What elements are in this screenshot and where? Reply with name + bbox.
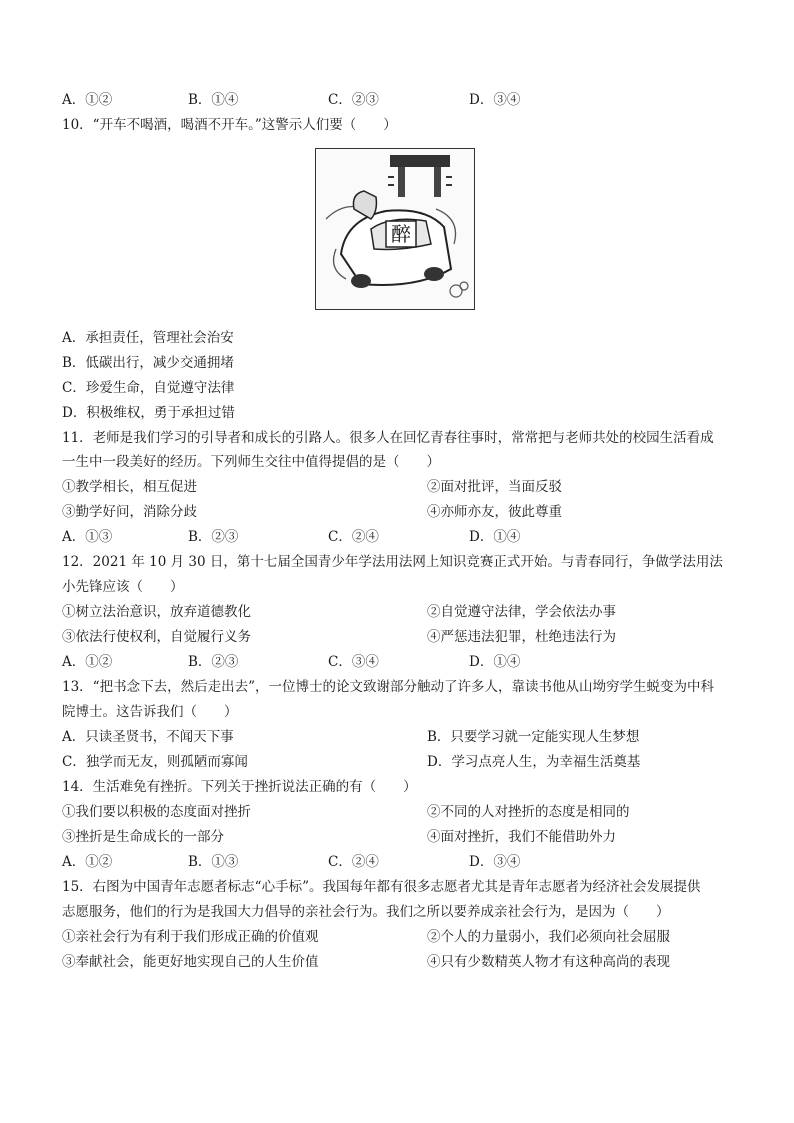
q13-stem-line2: 院博士。这告诉我们（ ） xyxy=(62,704,238,720)
q15-item-2: ②个人的力量弱小，我们必须向社会屈服 xyxy=(427,929,670,945)
q11-item-3: ③勤学好问，消除分歧 xyxy=(62,504,197,520)
q11-item-4: ④亦师亦友，彼此尊重 xyxy=(427,504,562,520)
drunk-driving-illustration xyxy=(315,148,475,310)
q9-option-d: D．③④ xyxy=(469,92,521,108)
q9-option-c: C．②③ xyxy=(328,92,379,108)
q11-option-a: A．①③ xyxy=(62,529,113,545)
q12-option-d: D．①④ xyxy=(469,654,521,670)
q12-option-c: C．③④ xyxy=(328,654,379,670)
q12-item-4: ④严惩违法犯罪，杜绝违法行为 xyxy=(427,629,616,645)
q10-stem: 10．“开车不喝酒，喝酒不开车。”这警示人们要（ ） xyxy=(62,117,397,133)
q13-option-a: A．只读圣贤书，不闻天下事 xyxy=(62,729,234,745)
q15-stem-line1: 15．右图为中国青年志愿者标志“心手标”。我国每年都有很多志愿者尤其是青年志愿者为经济社会发展提供 xyxy=(62,879,701,895)
q11-item-2: ②面对批评，当面反驳 xyxy=(427,479,562,495)
q14-option-b: B．①③ xyxy=(188,854,239,870)
q13-option-b: B．只要学习就一定能实现人生梦想 xyxy=(427,729,640,745)
q14-option-c: C．②④ xyxy=(328,854,379,870)
q14-item-1: ①我们要以积极的态度面对挫折 xyxy=(62,804,251,820)
q11-option-c: C．②④ xyxy=(328,529,379,545)
q10-option-d: D．积极维权，勇于承担过错 xyxy=(62,405,235,421)
q12-stem-line1: 12．2021 年 10 月 30 日，第十七届全国青少年学法用法网上知识竞赛正式开始。与青春同行，争做学法用法 xyxy=(62,554,723,570)
q11-stem-line2: 一生中一段美好的经历。下列师生交往中值得提倡的是（ ） xyxy=(62,454,440,470)
q9-option-a: A．①② xyxy=(62,92,113,108)
q12-item-3: ③依法行使权利，自觉履行义务 xyxy=(62,629,251,645)
q14-option-d: D．③④ xyxy=(469,854,521,870)
q15-item-1: ①亲社会行为有利于我们形成正确的价值观 xyxy=(62,929,319,945)
q14-item-4: ④面对挫折，我们不能借助外力 xyxy=(427,829,616,845)
q12-item-1: ①树立法治意识，放弃道德教化 xyxy=(62,604,251,620)
q14-option-a: A．①② xyxy=(62,854,113,870)
q12-stem-line2: 小先锋应该（ ） xyxy=(62,579,184,595)
q12-option-b: B．②③ xyxy=(188,654,239,670)
q13-stem-line1: 13．“把书念下去，然后走出去”，一位博士的论文致谢部分触动了许多人，靠读书他从山坳穷学生蜕变为中科 xyxy=(62,679,714,695)
q13-option-c: C．独学而无友，则孤陋而寡闻 xyxy=(62,754,248,770)
q12-item-2: ②自觉遵守法律，学会依法办事 xyxy=(427,604,616,620)
q11-option-b: B．②③ xyxy=(188,529,239,545)
q14-item-3: ③挫折是生命成长的一部分 xyxy=(62,829,224,845)
q15-stem-line2: 志愿服务，他们的行为是我国大力倡导的亲社会行为。我们之所以要养成亲社会行为，是因为（ ） xyxy=(62,904,670,920)
q13-option-d: D．学习点亮人生，为幸福生活奠基 xyxy=(427,754,641,770)
q11-item-1: ①教学相长，相互促进 xyxy=(62,479,197,495)
q15-item-4: ④只有少数精英人物才有这种高尚的表现 xyxy=(427,954,670,970)
q14-item-2: ②不同的人对挫折的态度是相同的 xyxy=(427,804,630,820)
q10-option-a: A．承担责任，管理社会治安 xyxy=(62,330,234,346)
q11-option-d: D．①④ xyxy=(469,529,521,545)
q9-option-b: B．①④ xyxy=(188,92,239,108)
q15-item-3: ③奉献社会，能更好地实现自己的人生价值 xyxy=(62,954,319,970)
q14-stem: 14．生活难免有挫折。下列关于挫折说法正确的有（ ） xyxy=(62,779,417,795)
q10-option-b: B．低碳出行，减少交通拥堵 xyxy=(62,355,234,371)
q12-option-a: A．①② xyxy=(62,654,113,670)
q11-stem-line1: 11．老师是我们学习的引导者和成长的引路人。很多人在回忆青春往事时，常常把与老师共处的校园生活看成 xyxy=(62,430,714,446)
q10-option-c: C．珍爱生命，自觉遵守法律 xyxy=(62,380,235,396)
figure-char: 醉 xyxy=(391,222,411,246)
